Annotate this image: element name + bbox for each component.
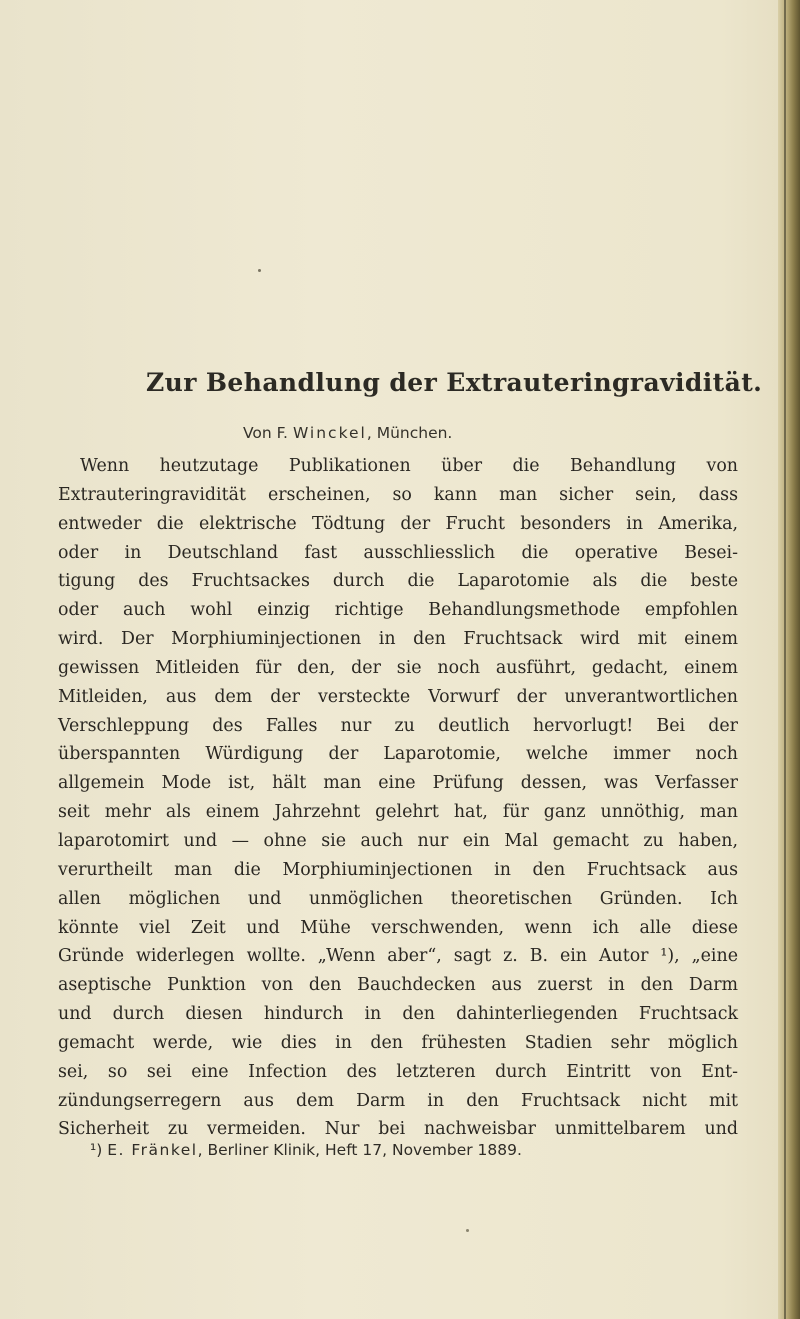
body-line: zündungserregern aus dem Darm in den Fruchtsack nicht mit bbox=[58, 1090, 738, 1111]
paper-speck bbox=[466, 1229, 469, 1232]
body-line: Gründe widerlegen wollte. „Wenn aber“, sagt z. B. ein Autor ¹), „eine bbox=[58, 946, 738, 967]
body-line: entweder die elektrische Tödtung der Frucht besonders in Amerika, bbox=[58, 513, 738, 534]
body-line: allgemein Mode ist, hält man eine Prüfung dessen, was Verfasser bbox=[58, 773, 738, 794]
byline-prefix: Von F. bbox=[243, 424, 288, 442]
body-line: Verschleppung des Falles nur zu deutlich hervorlugt! Bei der bbox=[58, 715, 738, 736]
footnote-marker: ¹) bbox=[90, 1141, 103, 1159]
body-line: Mitleiden, aus dem der versteckte Vorwurf der unverantwortlichen bbox=[58, 686, 738, 707]
body-line: oder in Deutschland fast ausschliesslich die operative Besei- bbox=[58, 542, 738, 563]
body-line: wird. Der Morphiuminjectionen in den Fruchtsack wird mit einem bbox=[58, 629, 738, 650]
body-line: seit mehr als einem Jahrzehnt gelehrt hat, für ganz unnöthig, man bbox=[58, 802, 738, 823]
article-body bbox=[58, 452, 738, 1144]
byline-author: Winckel bbox=[292, 424, 367, 442]
body-line: verurtheilt man die Morphiuminjectionen in den Fruchtsack aus bbox=[58, 859, 738, 880]
body-line: gemacht werde, wie dies in den frühesten Stadien sehr möglich bbox=[58, 1032, 738, 1053]
footnote bbox=[90, 1141, 522, 1159]
body-line: aseptische Punktion von den Bauchdecken aus zuerst in den Darm bbox=[58, 975, 738, 996]
body-line: und durch diesen hindurch in den dahinterliegenden Fruchtsack bbox=[58, 1004, 738, 1025]
article-byline bbox=[243, 424, 452, 442]
footnote-source: , Berliner Klinik, Heft 17, November 1889. bbox=[197, 1141, 522, 1159]
body-line: Wenn heutzutage Publikationen über die Behandlung von bbox=[80, 456, 738, 476]
article-title: Zur Behandlung der Extrauteringravidität. bbox=[146, 368, 763, 397]
body-line: allen möglichen und unmöglichen theoretischen Gründen. Ich bbox=[58, 888, 738, 909]
body-line: könnte viel Zeit und Mühe verschwenden, wenn ich alle diese bbox=[58, 917, 738, 938]
body-line: Sicherheit zu vermeiden. Nur bei nachweisbar unmittelbarem und bbox=[58, 1119, 738, 1140]
body-line: überspannten Würdigung der Laparotomie, welche immer noch bbox=[58, 744, 738, 765]
body-line: laparotomirt und — ohne sie auch nur ein Mal gemacht zu haben, bbox=[58, 830, 738, 851]
paper-speck bbox=[258, 269, 261, 272]
byline-suffix: , München. bbox=[366, 424, 453, 442]
body-line: Extrauteringravidität erscheinen, so kann man sicher sein, dass bbox=[58, 484, 738, 505]
body-line: tigung des Fruchtsackes durch die Laparotomie als die beste bbox=[58, 571, 738, 592]
body-line: oder auch wohl einzig richtige Behandlungsmethode empfohlen bbox=[58, 600, 738, 621]
footnote-author: E. Fränkel bbox=[107, 1141, 198, 1159]
body-line: sei, so sei eine Infection des letzteren durch Eintritt von Ent- bbox=[58, 1061, 738, 1082]
body-line: gewissen Mitleiden für den, der sie noch ausführt, gedacht, einem bbox=[58, 657, 738, 678]
page-binding-edge bbox=[778, 0, 800, 1319]
page-binding-shadow bbox=[784, 0, 786, 1319]
